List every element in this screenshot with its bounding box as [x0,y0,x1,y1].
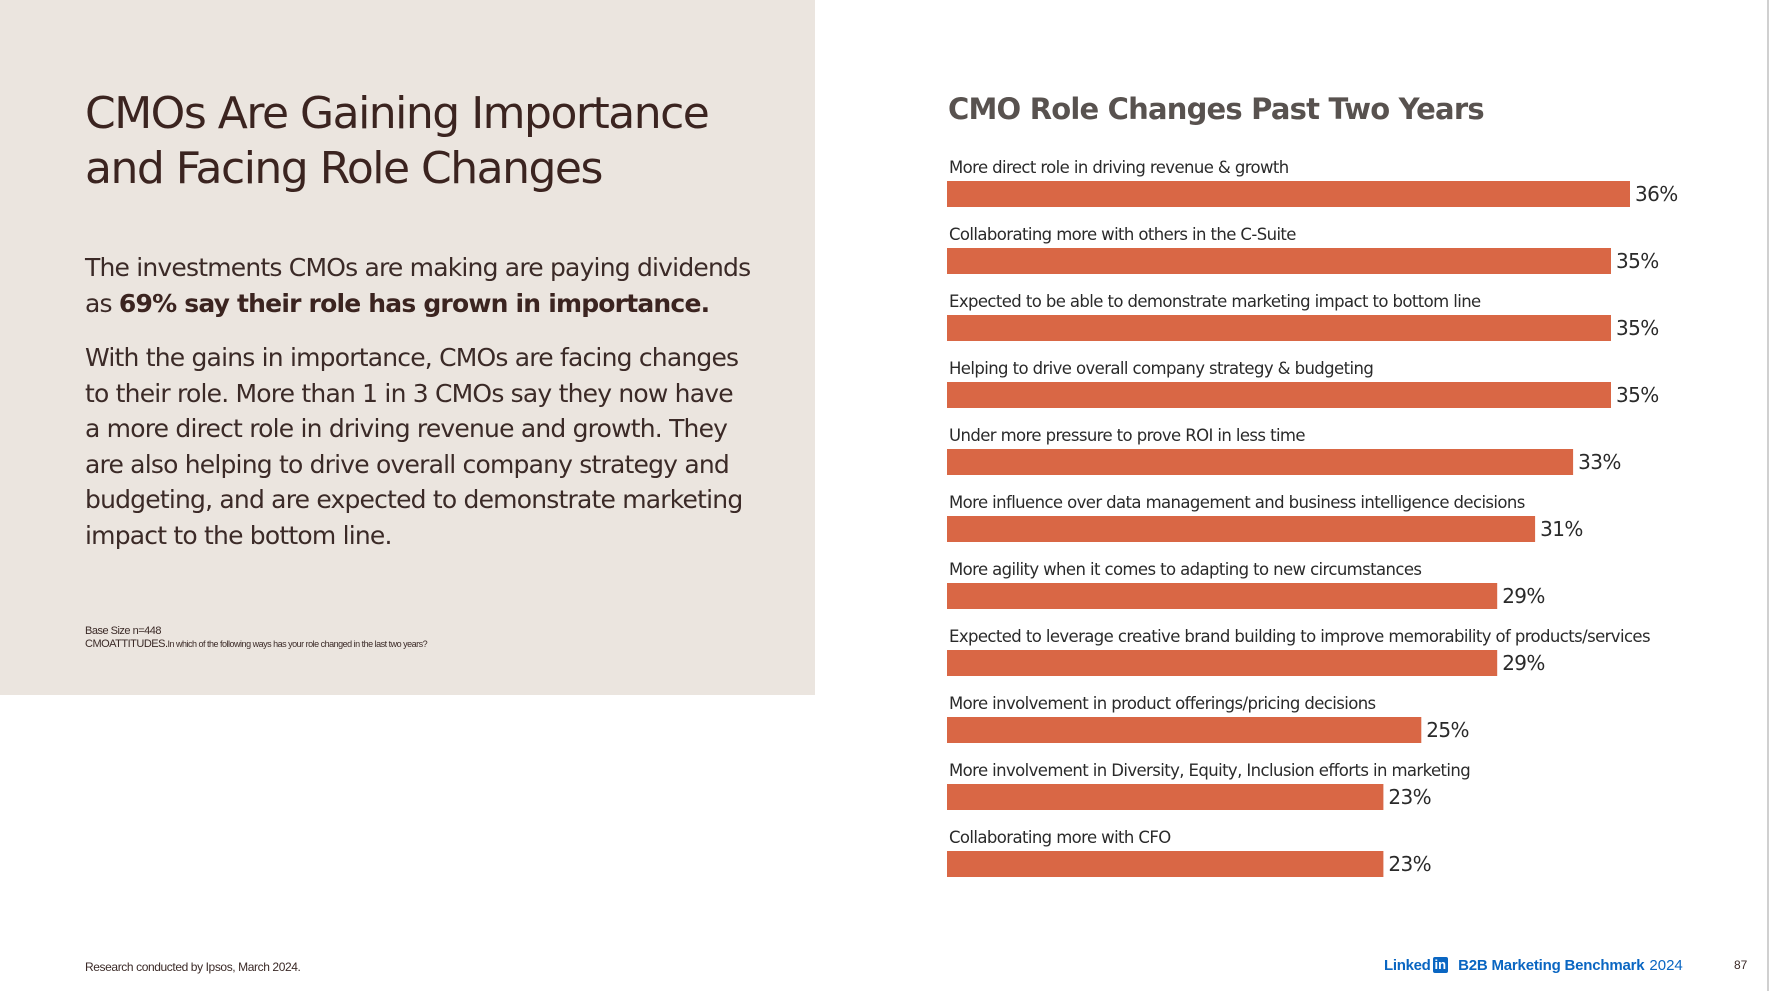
data-label: 33% [1578,450,1621,474]
bar [947,583,1497,609]
bar [947,650,1497,676]
bar [947,784,1383,810]
bar [947,851,1383,877]
page-edge-divider [1767,0,1769,991]
report-year: 2024 [1649,956,1683,974]
report-title: B2B Marketing Benchmark [1458,956,1645,974]
data-label: 29% [1502,584,1545,608]
data-label: 29% [1502,651,1545,675]
category-label: Expected to be able to demonstrate marketing impact to bottom line [949,292,1481,311]
data-label: 23% [1388,785,1432,809]
chart-title: CMO Role Changes Past Two Years [948,92,1484,126]
category-label: Expected to leverage creative brand building to improve memorability of products/services [949,627,1650,646]
intro-lead: The investments CMOs are making are paying dividends as [85,253,751,318]
data-label: 35% [1616,249,1659,273]
bar [947,248,1611,274]
bar [947,181,1630,207]
research-note: Research conducted by Ipsos, March 2024. [85,960,301,974]
page-title-line-2: and Facing Role Changes [85,143,602,194]
category-label: Collaborating more with CFO [949,828,1171,847]
bar [947,516,1535,542]
linkedin-logo-box: in [1434,957,1447,972]
data-label: 25% [1426,718,1469,742]
category-label: More agility when it comes to adapting to new circumstances [949,560,1422,579]
category-label: Helping to drive overall company strategy & budgeting [949,359,1374,378]
intro-emphasis: 69% say their role has grown in importance. [118,288,710,318]
data-label: 23% [1388,852,1432,876]
bar [947,449,1573,475]
category-label: More involvement in Diversity, Equity, Inclusion efforts in marketing [949,761,1471,780]
category-label: Collaborating more with others in the C-Suite [949,225,1296,244]
category-label: More direct role in driving revenue & growth [949,158,1289,177]
bar [947,717,1421,743]
detail-paragraph: With the gains in importance, CMOs are facing changes to their role. More than 1 in 3 CMOs say they now have a more direct role in driving revenue and growth. They are also helping to drive overall company strategy and budgeting, and are expected to demonstrate marketing impact to the bottom line. [85,343,743,550]
page-number: 87 [1734,958,1748,972]
data-label: 35% [1616,316,1659,340]
linkedin-logo-word: Linked [1384,956,1431,974]
data-label: 35% [1616,383,1659,407]
brand-footer [1384,954,1683,976]
data-label: 31% [1540,517,1583,541]
question-text: In which of the following ways has your role changed in the last two years? [167,639,428,649]
question-code: CMOATTITUDES. [85,638,168,650]
data-label: 36% [1635,182,1678,206]
category-label: Under more pressure to prove ROI in less time [949,426,1305,445]
category-label: More involvement in product offerings/pricing decisions [949,694,1376,713]
base-size: Base Size n=448 [85,625,161,637]
bar [947,315,1611,341]
page-title-line-1: CMOs Are Gaining Importance [85,88,709,139]
category-label: More influence over data management and business intelligence decisions [949,493,1525,512]
bar [947,382,1611,408]
